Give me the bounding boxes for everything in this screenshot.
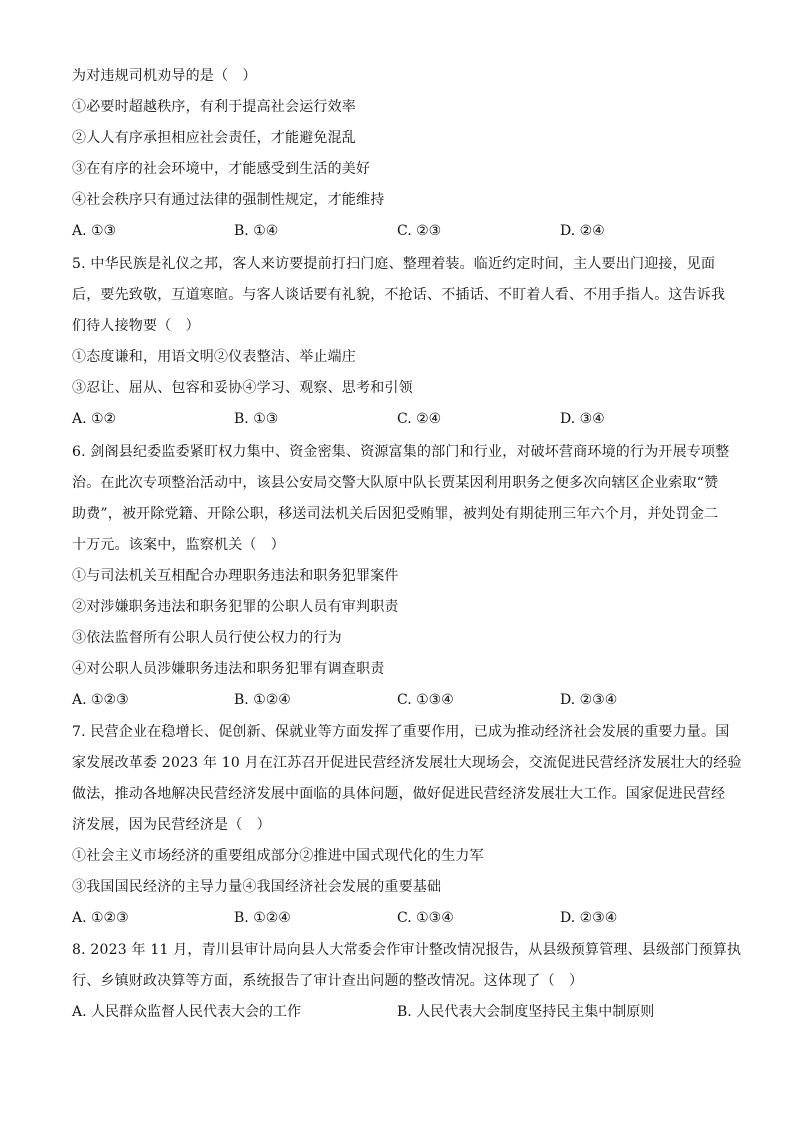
q4-item-2: ②人人有序承担相应社会责任，才能避免混乱 [72, 130, 356, 146]
q4-item-1: ①必要时超越秩序，有利于提高社会运行效率 [72, 99, 356, 115]
q5-option-a[interactable]: A. ①② [72, 411, 117, 427]
q4-option-b[interactable]: B. ①④ [234, 223, 279, 239]
q5-option-d[interactable]: D. ③④ [560, 411, 605, 427]
q5-option-b[interactable]: B. ①③ [234, 411, 279, 427]
q6-option-a[interactable]: A. ①②③ [72, 692, 129, 708]
q6-stem-line-1: 6. 剑阁县纪委监委紧盯权力集中、资金密集、资源富集的部门和行业，对破坏营商环境的行为开展专项整 [72, 444, 730, 460]
q5-item-1: ①态度谦和，用语文明②仪表整洁、举止端庄 [72, 349, 356, 365]
q6-options [72, 690, 732, 710]
q7-item-1: ①社会主义市场经济的重要组成部分②推进中国式现代化的生力军 [72, 848, 484, 864]
q4-options [72, 221, 732, 241]
q8-option-a[interactable]: A. 人民群众监督人民代表大会的工作 [72, 1004, 302, 1020]
q6-stem-line-3: 助费”，被开除党籍、开除公职，移送司法机关后因犯受贿罪，被判处有期徒刑三年六个月，并处罚金二 [72, 506, 719, 522]
q7-stem-line-4: 济发展，因为民营经济是（ ） [72, 817, 271, 833]
q4-option-c[interactable]: C. ②③ [397, 223, 442, 239]
q7-stem-line-1: 7. 民营企业在稳增长、促创新、保就业等方面发挥了重要作用，已成为推动经济社会发展的重要力量。国 [72, 724, 730, 740]
q5-item-2: ③忍让、屈从、包容和妥协④学习、观察、思考和引领 [72, 380, 413, 396]
q7-item-2: ③我国国民经济的主导力量④我国经济社会发展的重要基础 [72, 879, 442, 895]
q7-options [72, 908, 732, 928]
q8-stem-line-2: 行、乡镇财政决算等方面，系统报告了审计查出问题的整改情况。这体现了（ ） [72, 973, 584, 989]
q4-option-a[interactable]: A. ①③ [72, 223, 117, 239]
q6-option-c[interactable]: C. ①③④ [397, 692, 454, 708]
q6-stem-line-4: 十万元。该案中，监察机关（ ） [72, 537, 285, 553]
q6-item-2: ②对涉嫌职务违法和职务犯罪的公职人员有审判职责 [72, 599, 399, 615]
q6-option-d[interactable]: D. ②③④ [560, 692, 618, 708]
q8-stem-line-1: 8. 2023 年 11 月，青川县审计局向县人大常委会作审计整改情况报告，从县级预算管理、县级部门预算执 [72, 942, 742, 958]
q7-stem-line-2: 家发展改革委 2023 年 10 月在江苏召开促进民营经济发展壮大现场会，交流促进民营经济发展壮大的经验 [72, 755, 742, 771]
q4-option-d[interactable]: D. ②④ [560, 223, 605, 239]
q5-stem-line-2: 后，要先致敬，互道寒暄。与客人谈话要有礼貌，不抢话、不插话、不盯着人看、不用手指人。这告诉我 [72, 287, 726, 303]
q6-item-3: ③依法监督所有公职人员行使公权力的行为 [72, 630, 342, 646]
q8-options [72, 1002, 732, 1022]
q4-stem-end: 为对违规司机劝导的是（ ） [72, 68, 257, 84]
q7-option-a[interactable]: A. ①②③ [72, 910, 129, 926]
q7-stem-line-3: 做法，推动各地解决民营经济发展中面临的具体问题，做好促进民营经济发展壮大工作。国家促进民营经 [72, 786, 726, 802]
q7-option-d[interactable]: D. ②③④ [560, 910, 618, 926]
q5-stem-line-3: 们待人接物要（ ） [72, 318, 200, 334]
q5-stem-line-1: 5. 中华民族是礼仪之邦，客人来访要提前打扫门庭、整理着装。临近约定时间，主人要出门迎接，见面 [72, 256, 716, 272]
q8-option-b[interactable]: B. 人民代表大会制度坚持民主集中制原则 [397, 1004, 655, 1020]
q5-options [72, 409, 732, 429]
q4-item-4: ④社会秩序只有通过法律的强制性规定，才能维持 [72, 192, 385, 208]
q7-option-b[interactable]: B. ①②④ [234, 910, 291, 926]
q4-item-3: ③在有序的社会环境中，才能感受到生活的美好 [72, 161, 371, 177]
q6-option-b[interactable]: B. ①②④ [234, 692, 291, 708]
q6-stem-line-2: 治。在此次专项整治活动中，该县公安局交警大队原中队长贾某因利用职务之便多次向辖区企业索取“赞 [72, 475, 719, 491]
q7-option-c[interactable]: C. ①③④ [397, 910, 454, 926]
q6-item-1: ①与司法机关互相配合办理职务违法和职务犯罪案件 [72, 568, 399, 584]
q5-option-c[interactable]: C. ②④ [397, 411, 442, 427]
q6-item-4: ④对公职人员涉嫌职务违法和职务犯罪有调查职责 [72, 661, 385, 677]
